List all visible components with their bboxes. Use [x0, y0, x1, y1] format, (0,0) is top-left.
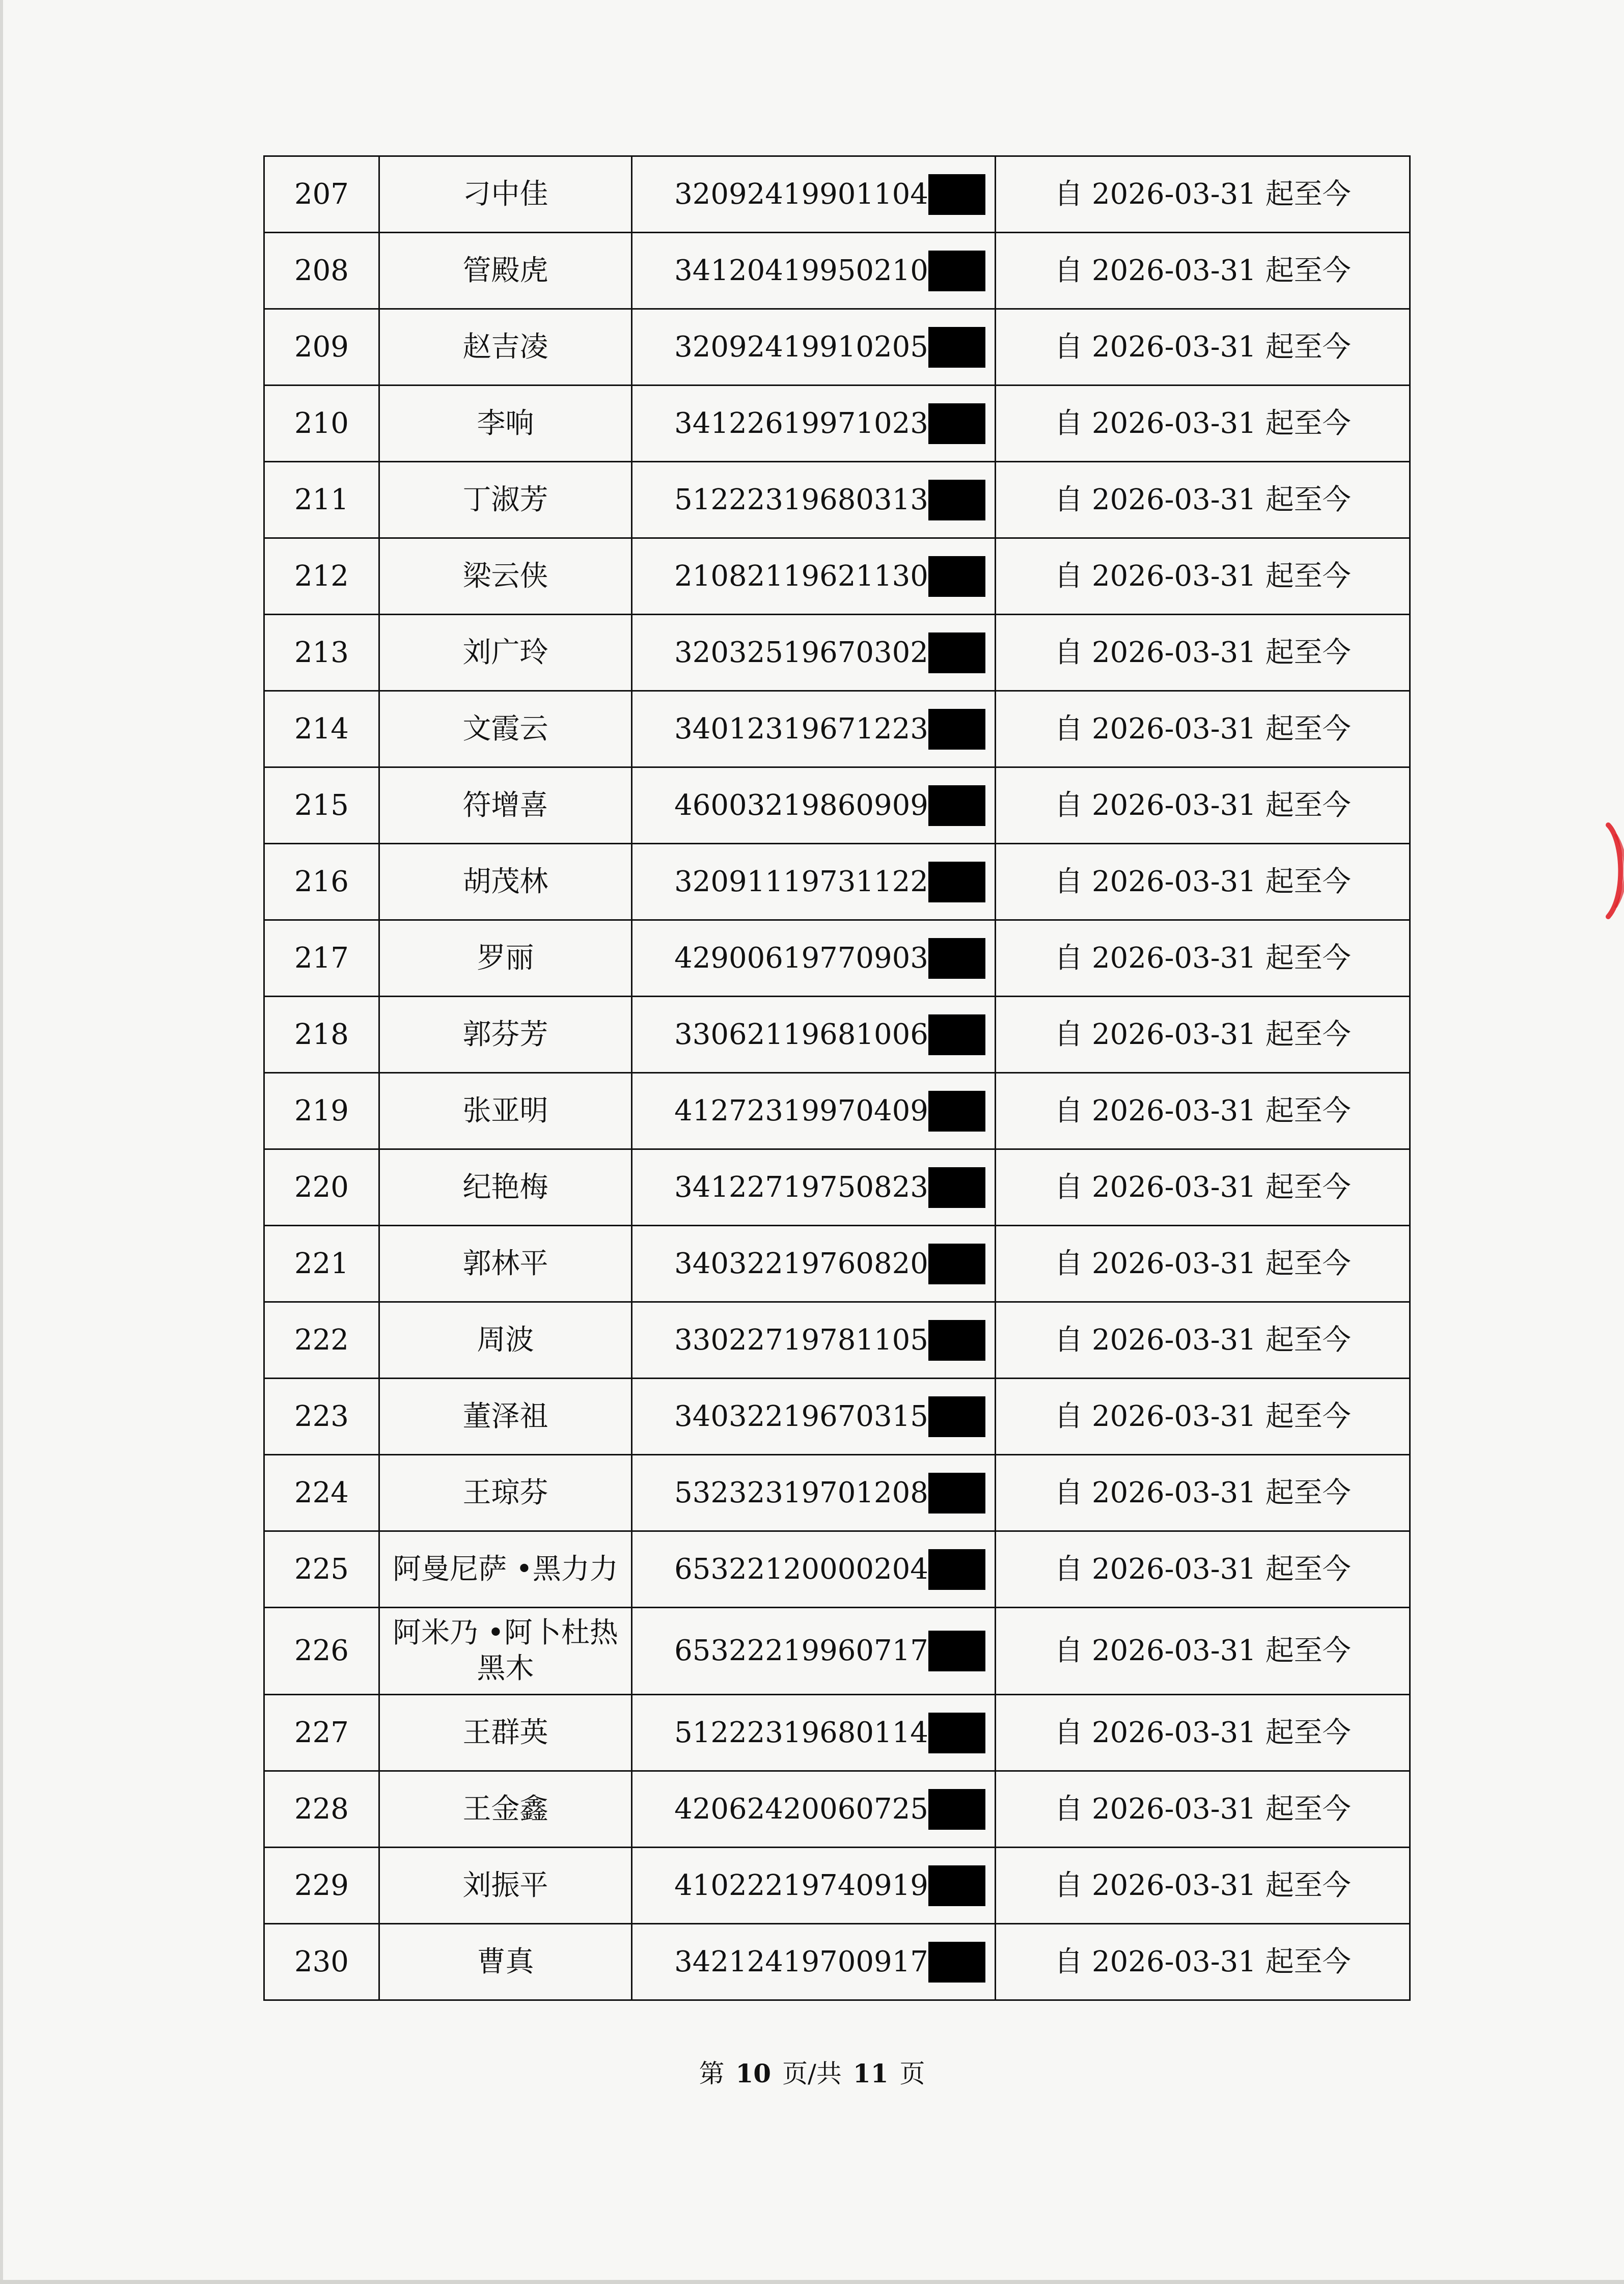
id-number-text: 32092419901104 [674, 177, 928, 211]
table-row [264, 1379, 1410, 1455]
footer-suffix: 页 [899, 2059, 925, 2088]
table-row [264, 920, 1410, 997]
id-number-wrap [674, 1631, 985, 1671]
seal-stamp-fragment [1588, 820, 1624, 922]
id-number-wrap [674, 1167, 985, 1208]
redaction-box [928, 938, 985, 979]
table-row [264, 309, 1410, 386]
row-number-cell: 221 [264, 1226, 379, 1302]
name-cell: 刘广玲 [379, 615, 632, 691]
id-number-cell [632, 691, 996, 767]
table-row [264, 1771, 1410, 1848]
id-number-cell [632, 1073, 996, 1149]
id-number-text: 32092419910205 [674, 330, 928, 364]
id-number-cell [632, 1695, 996, 1771]
id-number-text: 34120419950210 [674, 254, 928, 287]
id-number-wrap [674, 1320, 985, 1361]
name-cell: 王琼芬 [379, 1455, 632, 1531]
id-number-text: 21082119621130 [674, 559, 928, 593]
name-cell: 管殿虎 [379, 233, 632, 309]
name-cell: 纪艳梅 [379, 1149, 632, 1226]
id-number-wrap [674, 1713, 985, 1753]
id-number-text: 46003219860909 [674, 788, 928, 822]
id-number-cell [632, 1924, 996, 2000]
id-number-wrap [674, 1244, 985, 1284]
id-number-cell [632, 920, 996, 997]
id-number-text: 65322120000204 [674, 1552, 928, 1586]
row-number-cell: 212 [264, 538, 379, 615]
id-number-cell [632, 309, 996, 386]
id-number-text: 53232319701208 [674, 1476, 928, 1509]
id-number-wrap [674, 1091, 985, 1132]
row-number-cell: 211 [264, 462, 379, 538]
row-number-cell: 209 [264, 309, 379, 386]
validity-period-cell: 自 2026-03-31 起至今 [996, 1531, 1410, 1608]
redaction-box [928, 1473, 985, 1514]
id-number-text: 51222319680313 [674, 483, 928, 516]
table-row [264, 1073, 1410, 1149]
validity-period-cell: 自 2026-03-31 起至今 [996, 386, 1410, 462]
id-number-text: 32091119731122 [674, 865, 928, 898]
name-cell: 刘振平 [379, 1848, 632, 1924]
row-number-cell: 217 [264, 920, 379, 997]
personnel-table [263, 155, 1411, 2001]
redaction-box [928, 327, 985, 368]
id-number-text: 34122719750823 [674, 1170, 928, 1204]
row-number-cell: 207 [264, 156, 379, 233]
id-number-wrap [674, 1789, 985, 1830]
id-number-cell [632, 1531, 996, 1608]
id-number-text: 34212419700917 [674, 1945, 928, 1978]
id-number-cell [632, 844, 996, 920]
table-row [264, 1302, 1410, 1379]
id-number-cell [632, 1149, 996, 1226]
table-row [264, 1455, 1410, 1531]
row-number-cell: 210 [264, 386, 379, 462]
validity-period-cell: 自 2026-03-31 起至今 [996, 1379, 1410, 1455]
id-number-cell [632, 997, 996, 1073]
id-number-text: 33022719781105 [674, 1323, 928, 1357]
id-number-wrap [674, 709, 985, 750]
table-row [264, 691, 1410, 767]
redaction-box [928, 1396, 985, 1437]
page-footer [0, 2053, 1624, 2090]
id-number-cell [632, 156, 996, 233]
row-number-cell: 230 [264, 1924, 379, 2000]
redaction-box [928, 1942, 985, 1983]
row-number-cell: 226 [264, 1608, 379, 1695]
id-number-text: 65322219960717 [674, 1634, 928, 1667]
redaction-box [928, 1865, 985, 1906]
name-cell: 文霞云 [379, 691, 632, 767]
id-number-text: 32032519670302 [674, 636, 928, 669]
id-number-cell [632, 767, 996, 844]
row-number-cell: 224 [264, 1455, 379, 1531]
id-number-wrap [674, 1396, 985, 1437]
id-number-wrap [674, 480, 985, 520]
validity-period-cell: 自 2026-03-31 起至今 [996, 1924, 1410, 2000]
table-row [264, 1695, 1410, 1771]
validity-period-cell: 自 2026-03-31 起至今 [996, 1073, 1410, 1149]
id-number-cell [632, 462, 996, 538]
name-cell: 罗丽 [379, 920, 632, 997]
id-number-wrap [674, 327, 985, 368]
name-cell: 丁淑芳 [379, 462, 632, 538]
row-number-cell: 223 [264, 1379, 379, 1455]
validity-period-cell: 自 2026-03-31 起至今 [996, 1695, 1410, 1771]
id-number-wrap [674, 403, 985, 444]
redaction-box [928, 174, 985, 215]
table-row [264, 538, 1410, 615]
name-cell: 郭林平 [379, 1226, 632, 1302]
id-number-wrap [674, 1865, 985, 1906]
id-number-cell [632, 1226, 996, 1302]
page-edge [0, 0, 3, 2284]
validity-period-cell: 自 2026-03-31 起至今 [996, 997, 1410, 1073]
id-number-text: 33062119681006 [674, 1017, 928, 1051]
redaction-box [928, 480, 985, 520]
id-number-cell [632, 1379, 996, 1455]
table-row [264, 997, 1410, 1073]
validity-period-cell: 自 2026-03-31 起至今 [996, 156, 1410, 233]
row-number-cell: 213 [264, 615, 379, 691]
validity-period-cell: 自 2026-03-31 起至今 [996, 844, 1410, 920]
table-row [264, 462, 1410, 538]
redaction-box [928, 1091, 985, 1132]
table-row [264, 1924, 1410, 2000]
validity-period-cell: 自 2026-03-31 起至今 [996, 1848, 1410, 1924]
table-row [264, 386, 1410, 462]
id-number-cell [632, 1848, 996, 1924]
id-number-wrap [674, 1473, 985, 1514]
id-number-cell [632, 1771, 996, 1848]
row-number-cell: 225 [264, 1531, 379, 1608]
redaction-box [928, 403, 985, 444]
validity-period-cell: 自 2026-03-31 起至今 [996, 1608, 1410, 1695]
redaction-box [928, 1549, 985, 1590]
id-number-text: 34032219760820 [674, 1247, 928, 1280]
name-cell: 阿曼尼萨 •黑力力 [379, 1531, 632, 1608]
validity-period-cell: 自 2026-03-31 起至今 [996, 1771, 1410, 1848]
redaction-box [928, 1713, 985, 1753]
total-pages-number: 11 [852, 2058, 889, 2088]
redaction-box [928, 1789, 985, 1830]
name-cell: 胡茂林 [379, 844, 632, 920]
table-row [264, 1149, 1410, 1226]
name-cell: 符增喜 [379, 767, 632, 844]
redaction-box [928, 1631, 985, 1671]
name-cell: 王群英 [379, 1695, 632, 1771]
id-number-wrap [674, 1549, 985, 1590]
validity-period-cell: 自 2026-03-31 起至今 [996, 615, 1410, 691]
redaction-box [928, 1014, 985, 1055]
id-number-wrap [674, 632, 985, 673]
table-row [264, 233, 1410, 309]
redaction-box [928, 709, 985, 750]
redaction-box [928, 1167, 985, 1208]
row-number-cell: 208 [264, 233, 379, 309]
id-number-wrap [674, 862, 985, 902]
redaction-box [928, 862, 985, 902]
id-number-wrap [674, 174, 985, 215]
table-row [264, 1226, 1410, 1302]
id-number-text: 41272319970409 [674, 1094, 928, 1127]
validity-period-cell: 自 2026-03-31 起至今 [996, 1302, 1410, 1379]
name-cell: 董泽祖 [379, 1379, 632, 1455]
name-cell: 赵吉凌 [379, 309, 632, 386]
id-number-text: 51222319680114 [674, 1716, 928, 1749]
id-number-text: 34122619971023 [674, 406, 928, 440]
redaction-box [928, 1320, 985, 1361]
row-number-cell: 227 [264, 1695, 379, 1771]
id-number-text: 34032219670315 [674, 1399, 928, 1433]
table-body [264, 156, 1410, 2000]
row-number-cell: 229 [264, 1848, 379, 1924]
validity-period-cell: 自 2026-03-31 起至今 [996, 1226, 1410, 1302]
validity-period-cell: 自 2026-03-31 起至今 [996, 691, 1410, 767]
redaction-box [928, 632, 985, 673]
validity-period-cell: 自 2026-03-31 起至今 [996, 233, 1410, 309]
name-cell: 周波 [379, 1302, 632, 1379]
row-number-cell: 219 [264, 1073, 379, 1149]
id-number-wrap [674, 251, 985, 291]
current-page-number: 10 [735, 2058, 772, 2088]
redaction-box [928, 251, 985, 291]
table-row [264, 1531, 1410, 1608]
footer-prefix: 第 [699, 2059, 725, 2088]
id-number-text: 42900619770903 [674, 941, 928, 975]
id-number-wrap [674, 1014, 985, 1055]
table-row [264, 156, 1410, 233]
redaction-box [928, 1244, 985, 1284]
row-number-cell: 222 [264, 1302, 379, 1379]
id-number-text: 41022219740919 [674, 1868, 928, 1902]
table-row [264, 844, 1410, 920]
row-number-cell: 214 [264, 691, 379, 767]
table-row [264, 615, 1410, 691]
name-cell: 梁云侠 [379, 538, 632, 615]
name-cell: 曹真 [379, 1924, 632, 2000]
id-number-cell [632, 233, 996, 309]
name-cell: 阿米乃 •阿卜杜热黑木 [379, 1608, 632, 1695]
id-number-wrap [674, 785, 985, 826]
id-number-cell [632, 1455, 996, 1531]
id-number-text: 42062420060725 [674, 1792, 928, 1826]
row-number-cell: 215 [264, 767, 379, 844]
row-number-cell: 218 [264, 997, 379, 1073]
name-cell: 王金鑫 [379, 1771, 632, 1848]
validity-period-cell: 自 2026-03-31 起至今 [996, 767, 1410, 844]
validity-period-cell: 自 2026-03-31 起至今 [996, 538, 1410, 615]
validity-period-cell: 自 2026-03-31 起至今 [996, 309, 1410, 386]
table-row [264, 767, 1410, 844]
name-cell: 刁中佳 [379, 156, 632, 233]
row-number-cell: 216 [264, 844, 379, 920]
page-edge [0, 2280, 1624, 2284]
id-number-wrap [674, 1942, 985, 1983]
id-number-wrap [674, 938, 985, 979]
id-number-cell [632, 615, 996, 691]
id-number-cell [632, 386, 996, 462]
name-cell: 张亚明 [379, 1073, 632, 1149]
id-number-wrap [674, 556, 985, 597]
id-number-cell [632, 538, 996, 615]
footer-middle: 页/共 [782, 2059, 842, 2088]
validity-period-cell: 自 2026-03-31 起至今 [996, 462, 1410, 538]
row-number-cell: 220 [264, 1149, 379, 1226]
table-row [264, 1608, 1410, 1695]
row-number-cell: 228 [264, 1771, 379, 1848]
table-row [264, 1848, 1410, 1924]
name-cell: 李响 [379, 386, 632, 462]
redaction-box [928, 556, 985, 597]
id-number-cell [632, 1608, 996, 1695]
id-number-cell [632, 1302, 996, 1379]
name-cell: 郭芬芳 [379, 997, 632, 1073]
id-number-text: 34012319671223 [674, 712, 928, 746]
validity-period-cell: 自 2026-03-31 起至今 [996, 920, 1410, 997]
validity-period-cell: 自 2026-03-31 起至今 [996, 1149, 1410, 1226]
validity-period-cell: 自 2026-03-31 起至今 [996, 1455, 1410, 1531]
redaction-box [928, 785, 985, 826]
